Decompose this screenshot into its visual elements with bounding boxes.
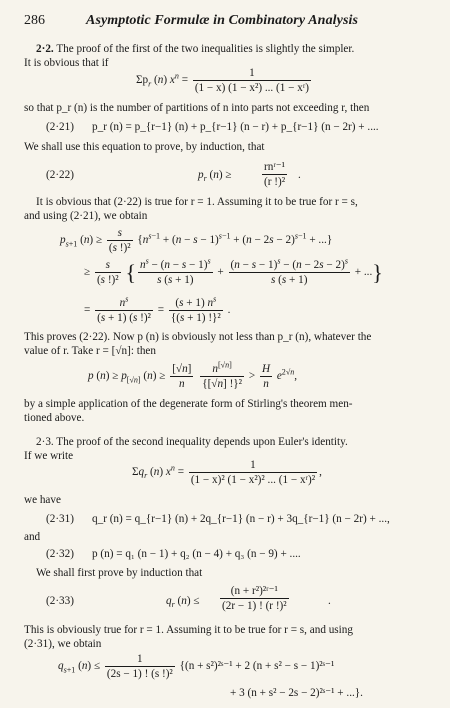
denominator: (1 − x) (1 − x²) ... (1 − xʳ) xyxy=(194,82,310,94)
equation-2-33: (2·33) $q_r$ (n) ≤ $\frac{\text{(n + r²)²ʳ⁻¹}}{\text{(2r − 1) ! (r !)²}}$ . xyxy=(46,585,331,612)
equation-label: (2·22) xyxy=(46,169,74,181)
equation-body: p (n) = q₁ (n − 1) + q₂ (n − 4) + q₃ (n − 9) + .... xyxy=(92,548,301,560)
denominator: (2s − 1) ! (s !)² xyxy=(106,668,173,680)
paragraph-line: This proves (2·22). Now p (n) is obviously not less than p_r (n), whatever the xyxy=(24,331,372,343)
denominator: (r !)² xyxy=(264,176,286,188)
equation-generating-function: $\Sigma p_r$ (n) $x^n$ = $\frac{1}{\text{(1 − x) (1 − x²) ... (1 − xʳ)}}$ xyxy=(136,67,310,94)
derivation-final-line-2: + 3 (n + s² − 2s − 2)²ˢ⁻¹ + ...}. xyxy=(230,687,363,699)
numerator: 1 xyxy=(250,459,256,471)
equation-label: (2·21) xyxy=(46,121,74,133)
paragraph-line: It is obvious that if xyxy=(24,57,109,69)
equation-body: q_r (n) = q_{r−1} (n) + 2q_{r−1} (n − r) + 3q_{r−1} (n − 2r) + ..., xyxy=(92,513,390,525)
denominator: (2r − 1) ! (r !)² xyxy=(222,600,287,612)
numerator: (n + r²)²ʳ⁻¹ xyxy=(230,585,278,597)
fraction xyxy=(262,160,287,189)
running-title: Asymptotic Formulæ in Combinatory Analysis xyxy=(86,13,359,28)
paragraph-line: tioned above. xyxy=(24,412,85,424)
paragraph-line: We shall first prove by induction that xyxy=(36,567,203,579)
equation-label: (2·31) xyxy=(46,513,74,525)
fraction xyxy=(193,66,311,95)
fraction xyxy=(189,458,317,487)
paragraph-line: If we write xyxy=(24,450,74,462)
eq-lhs: Σp xyxy=(136,74,149,87)
paragraph-line: we have xyxy=(24,494,61,506)
paragraph-text: The proof of the first of the two inequalities is slightly the simpler. xyxy=(56,43,355,55)
paragraph-line: value of r. Take r = [√n]: then xyxy=(24,345,156,357)
page-number: 286 xyxy=(24,13,45,28)
numerator: rnʳ⁻¹ xyxy=(264,161,286,173)
paragraph-2-3: 2·3. The proof of the second inequality depends upon Euler's identity. xyxy=(36,436,348,448)
denominator: (1 − x)² (1 − x²)² ... (1 − xʳ)² xyxy=(190,474,316,486)
equation-label: (2·32) xyxy=(46,548,74,560)
paragraph-line: and xyxy=(24,531,41,543)
equation-lower-bound: p $(n) \ge p_{[√n]}$ (n) ≥ $\frac{[√n]}{n}$ $\frac{n^{[√n]}}{\text{\{[√n] !\}²}}$ > $\frac{H}{n}$ $e^{2√n}$, xyxy=(88,360,298,390)
paragraph-line: It is obvious that (2·22) is true for r = 1. Assuming it to be true for r = s, xyxy=(36,196,358,208)
paragraph-2-2 xyxy=(24,42,438,56)
paragraph-line: (2·31), we obtain xyxy=(24,638,102,650)
paragraph-line: We shall use this equation to prove, by induction, that xyxy=(24,141,265,153)
fraction xyxy=(220,584,289,613)
equation-body: p_r (n) = p_{r−1} (n) + p_{r−1} (n − r) + p_{r−1} (n − 2r) + .... xyxy=(92,121,379,133)
derivation-line-2: ≥ $\frac{s}{\text{(s !)²}}$ { $\frac{n^s - (n - s - 1)^s}{s (s + 1)}$ + $\frac{(n - s - 1)^s - (n - 2s - 2)^s}{s (s + 1)}$ + ...} xyxy=(84,256,383,286)
section-number: 2·2. xyxy=(36,43,54,55)
derivation-final-line-1: $q_{s+1}$ (n) ≤ $\frac{1}{\text{(2s − 1) ! (s !)²}}$ {(n + s²)²ˢ⁻¹ + 2 (n + s² − s − 1)²ˢ⁻¹ xyxy=(58,653,335,680)
paragraph-line: so that p_r (n) is the number of partitions of n into parts not exceeding r, then xyxy=(24,102,370,114)
equation-2-31 xyxy=(46,512,436,526)
expression: {(n + s²)²ˢ⁻¹ + 2 (n + s² − s − 1)²ˢ⁻¹ xyxy=(179,660,335,673)
equation-label: (2·33) xyxy=(46,595,74,607)
fraction xyxy=(105,652,175,681)
equation-2-22: (2·22) $p_r$ (n) ≥ rnʳ⁻¹ (r !)² . xyxy=(46,161,301,188)
page-header xyxy=(24,12,434,30)
derivation-line-3: = $\frac{n^s}{\text{(s + 1) (s !)²}}$ = $\frac{(s + 1) n^s}{\text{\{(s + 1) !\}²}}$ . xyxy=(84,294,231,324)
equation-euler-generating: $\Sigma q_r$ (n) $x^n$ = $\frac{1}{\text{(1 − x)² (1 − x²)² ... (1 − xʳ)²}}$ , xyxy=(132,459,322,486)
numerator: 1 xyxy=(249,67,255,79)
paragraph-line: and using (2·21), we obtain xyxy=(24,210,148,222)
paragraph-line: by a simple application of the degenerate form of Stirling's theorem men- xyxy=(24,398,353,410)
equation-2-32 xyxy=(46,547,436,561)
numerator: 1 xyxy=(137,653,143,665)
paragraph-line: This is obviously true for r = 1. Assuming it to be true for r = s, and using xyxy=(24,624,353,636)
derivation-line-1: $p_{s+1}$ (n) ≥ $\frac{s}{\text{(s !)²}}$ {$n^{s-1} + (n - s - 1)^{s-1} + (n - 2s - 2)^{s-1}$ + ...} xyxy=(60,227,333,254)
equation-2-21 xyxy=(46,120,426,134)
